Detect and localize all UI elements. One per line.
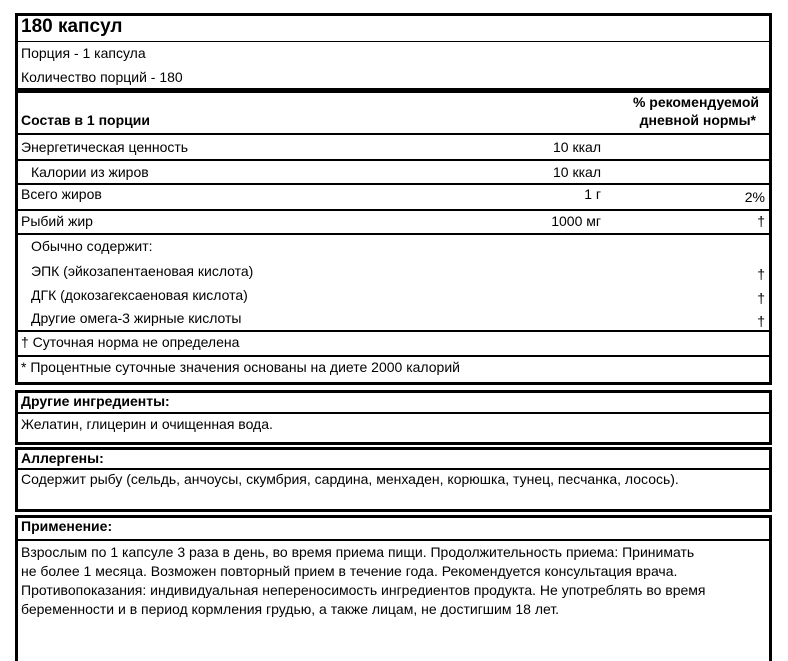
- divider: [18, 330, 769, 332]
- nutrient-label: Калории из жиров: [31, 164, 149, 180]
- container-count-title: 180 капсул: [21, 16, 123, 37]
- nutrient-label: Всего жиров: [21, 186, 102, 202]
- divider: [18, 209, 769, 211]
- nutrient-amount: 10 ккал: [553, 139, 601, 155]
- header-per-serving: Состав в 1 порции: [21, 112, 150, 128]
- divider: [18, 539, 769, 541]
- nutrient-label: Другие омега-3 жирные кислоты: [31, 310, 242, 326]
- usage-text: [21, 543, 765, 619]
- nutrient-daily-value: †: [757, 266, 765, 282]
- servings-per-container: Количество порций - 180: [21, 69, 183, 85]
- footnote-star: * Процентные суточные значения основаны на диете 2000 калорий: [21, 359, 460, 375]
- divider: [18, 159, 769, 161]
- allergens-section: [15, 447, 772, 512]
- nutrient-label: Обычно содержит:: [31, 238, 153, 254]
- divider: [18, 355, 769, 357]
- usage-heading: Применение:: [21, 518, 113, 534]
- serving-size: Порция - 1 капсула: [21, 45, 146, 61]
- header-daily-value-line2: дневной нормы*: [639, 112, 756, 128]
- allergens-heading: Аллергены:: [21, 450, 104, 466]
- nutrient-label: Энергетическая ценность: [21, 139, 189, 155]
- usage-section: [15, 515, 772, 661]
- header-daily-value-line1: % рекомендуемой: [632, 94, 759, 110]
- ingredients-text: Желатин, глицерин и очищенная вода.: [21, 416, 273, 432]
- nutrient-daily-value: †: [757, 290, 765, 306]
- divider: [18, 412, 769, 414]
- nutrient-label: ЭПК (эйкозапентаеновая кислота): [31, 263, 254, 279]
- supplement-facts-panel: [15, 13, 772, 385]
- nutrient-amount: 1 г: [584, 186, 601, 202]
- divider: [18, 468, 769, 470]
- ingredients-heading: Другие ингредиенты:: [21, 393, 170, 409]
- divider: [18, 133, 769, 135]
- thick-divider: [18, 88, 769, 93]
- usage-line: беременности и в период кормления грудью, а также лицам, не достигшим 18 лет.: [21, 601, 560, 617]
- footnote-dagger: † Суточная норма не определена: [21, 334, 240, 350]
- nutrient-amount: 10 ккал: [553, 164, 601, 180]
- nutrient-daily-value: †: [757, 313, 765, 329]
- nutrient-label: Рыбий жир: [21, 213, 93, 229]
- nutrient-label: ДГК (докозагексаеновая кислота): [31, 287, 248, 303]
- usage-line: Противопоказания: индивидуальная непереносимость ингредиентов продукта. Не употреблять во время: [21, 582, 706, 598]
- divider: [18, 233, 769, 235]
- other-ingredients-section: [15, 390, 772, 445]
- divider: [18, 183, 769, 185]
- nutrient-daily-value: †: [757, 213, 765, 229]
- usage-line: Взрослым по 1 капсуле 3 раза в день, во время приема пищи. Продолжительность приема: Принимать: [21, 544, 695, 560]
- nutrient-amount: 1000 мг: [551, 213, 601, 229]
- allergens-text: Содержит рыбу (сельдь, анчоусы, скумбрия, сардина, менхаден, корюшка, тунец, песчанка, лосось).: [21, 471, 679, 487]
- divider: [18, 41, 769, 42]
- nutrient-daily-value: 2%: [744, 189, 765, 205]
- usage-line: не более 1 месяца. Возможен повторный прием в течение года. Рекомендуется консультация врача.: [21, 563, 678, 579]
